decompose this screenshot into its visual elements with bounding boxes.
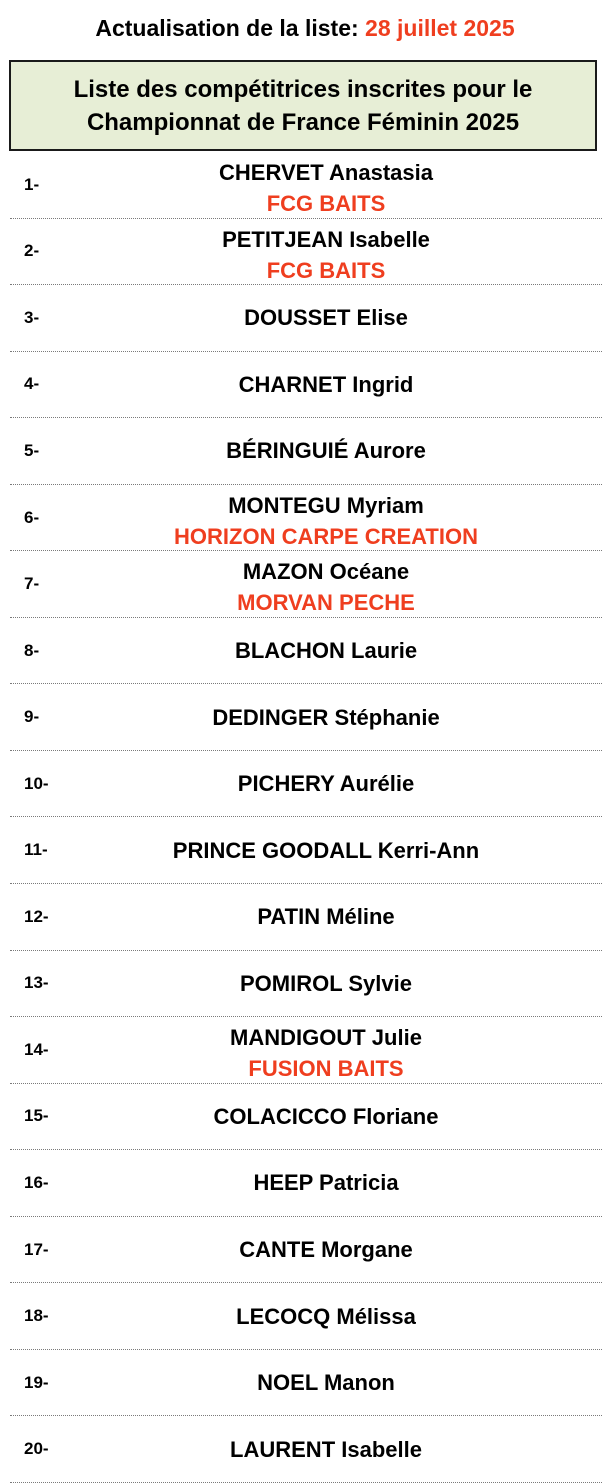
competitor-name: MONTEGU Myriam [228, 492, 424, 518]
competitor-names [50, 152, 602, 218]
rank-number: 18- [24, 1306, 49, 1326]
rank-number: 10- [24, 773, 49, 793]
competitor-names [50, 1416, 602, 1482]
competitor-row [10, 884, 602, 951]
competitor-row [10, 1350, 602, 1417]
rank-number: 3- [24, 307, 40, 327]
rank-number: 12- [24, 906, 49, 926]
competitor-row [10, 1084, 602, 1151]
competitor-names [50, 485, 602, 551]
competitor-name: PATIN Méline [257, 904, 395, 930]
rank-number: 14- [24, 1039, 49, 1059]
competitor-names [50, 618, 602, 684]
rank-number: 5- [24, 440, 40, 460]
competitor-row [10, 152, 602, 219]
competitor-names [50, 1350, 602, 1416]
rank-number: 17- [24, 1239, 49, 1259]
rank-number: 15- [24, 1106, 49, 1126]
competitor-name: COLACICCO Floriane [213, 1103, 439, 1129]
competitor-names [50, 684, 602, 750]
competitor-names [50, 1217, 602, 1283]
update-label: Actualisation de la liste: [95, 15, 359, 41]
competitor-names [50, 219, 602, 285]
team-name: MORVAN PECHE [237, 590, 415, 616]
competitor-row [10, 352, 602, 419]
competitor-row [10, 1416, 602, 1483]
update-line [0, 12, 610, 44]
competitor-row [10, 551, 602, 618]
team-name: FCG BAITS [266, 257, 386, 283]
competitor-name: BÉRINGUIÉ Aurore [226, 438, 426, 464]
competitor-names [50, 418, 602, 484]
rank-number: 8- [24, 640, 40, 660]
rank-number: 16- [24, 1172, 49, 1192]
competitor-row [10, 1217, 602, 1284]
competitor-name: MANDIGOUT Julie [230, 1025, 422, 1051]
competitor-name: CHARNET Ingrid [238, 371, 414, 397]
competitor-names [50, 352, 602, 418]
competitor-names [50, 1084, 602, 1150]
update-date: 28 juillet 2025 [365, 15, 515, 41]
competitor-names [50, 1017, 602, 1083]
rank-number: 11- [24, 840, 48, 860]
competitor-name: CHERVET Anastasia [219, 160, 433, 185]
title-line-2: Championnat de France Féminin 2025 [86, 108, 520, 136]
competitor-name: DEDINGER Stéphanie [212, 704, 440, 730]
competitor-name: CANTE Morgane [239, 1237, 413, 1263]
competitor-row [10, 751, 602, 818]
title-line-1: Liste des compétitrices inscrites pour le [73, 75, 533, 103]
competitor-names [50, 1283, 602, 1349]
competitor-name: LAURENT Isabelle [230, 1436, 422, 1462]
competitor-name: LECOCQ Mélissa [236, 1303, 416, 1329]
competitor-name: NOEL Manon [257, 1370, 395, 1396]
competitor-name: PETITJEAN Isabelle [222, 226, 430, 252]
competitor-names [50, 285, 602, 351]
rank-number: 4- [24, 374, 40, 394]
competitor-name: BLACHON Laurie [234, 638, 418, 664]
competitor-row [10, 618, 602, 685]
competitor-row [10, 219, 602, 286]
competitor-name: PRINCE GOODALL Kerri-Ann [172, 837, 480, 863]
competitor-name: PICHERY Aurélie [237, 771, 415, 797]
competitor-row [10, 485, 602, 552]
rank-number: 7- [24, 574, 40, 594]
competitor-row [10, 418, 602, 485]
competitor-list [10, 152, 602, 1483]
competitor-row [10, 1283, 602, 1350]
rank-number: 2- [24, 241, 40, 261]
competitor-name: DOUSSET Elise [244, 305, 408, 331]
rank-number: 6- [24, 507, 40, 527]
competitor-names [50, 751, 602, 817]
team-name: HORIZON CARPE CREATION [174, 523, 478, 549]
rank-number: 9- [24, 707, 40, 727]
competitor-row [10, 817, 602, 884]
competitor-names [50, 551, 602, 617]
competitor-name: MAZON Océane [242, 559, 410, 585]
competitor-row [10, 1017, 602, 1084]
title-box [9, 60, 597, 151]
competitor-names [50, 817, 602, 883]
competitor-name: HEEP Patricia [253, 1170, 399, 1196]
competitor-names [50, 884, 602, 950]
rank-number: 13- [24, 973, 49, 993]
competitor-name: POMIROL Sylvie [240, 970, 412, 996]
competitor-row [10, 951, 602, 1018]
competitor-row [10, 684, 602, 751]
rank-number: 20- [24, 1439, 49, 1459]
team-name: FUSION BAITS [248, 1056, 404, 1082]
competitor-row [10, 1150, 602, 1217]
team-name: FCG BAITS [266, 191, 386, 216]
competitor-names [50, 951, 602, 1017]
rank-number: 19- [24, 1372, 49, 1392]
rank-number: 1- [24, 174, 40, 194]
competitor-row [10, 285, 602, 352]
competitor-names [50, 1150, 602, 1216]
